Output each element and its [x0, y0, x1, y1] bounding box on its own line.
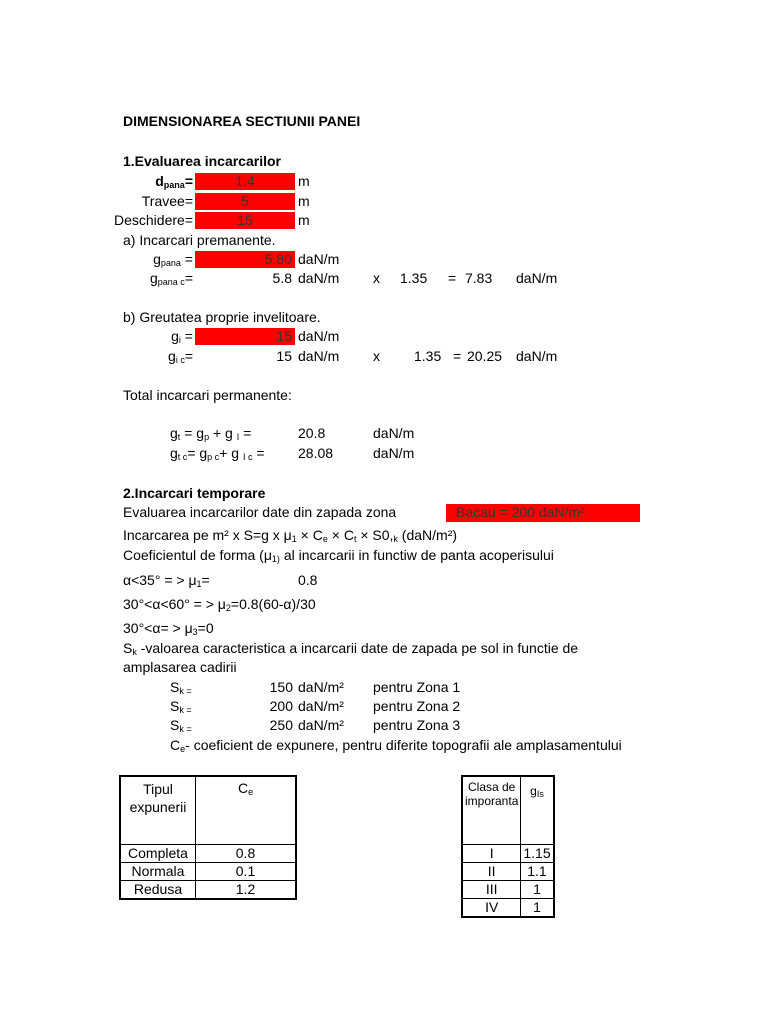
mu1-value: 0.8 [298, 572, 318, 588]
gtc-formula: $g_{t c}= g_{p c}+ g$ $_{I c}$ = [170, 445, 265, 462]
subsection-a-title: a) Incarcari premanente. [123, 232, 276, 248]
section-2-heading: 2.Incarcari temporare [123, 485, 266, 501]
table-row [462, 863, 554, 881]
sk-row-2-zone: pentru Zona 2 [373, 698, 461, 714]
mu1-formula: α<35° = > $\mu_1=$ [123, 572, 210, 589]
importance-value: 1 [521, 899, 554, 918]
gpanac-result-unit: daN/m [516, 270, 558, 286]
gi-value: 15 [276, 328, 292, 344]
input-value-travee: 5 [241, 193, 249, 209]
gpana-value: 5.80 [264, 251, 292, 267]
sk-row-2-label: $S_{k =}$ [170, 698, 192, 715]
sk-row-1-value: 150 [269, 679, 293, 695]
gpanac-label: $g_{pana c}=$ [149, 270, 193, 287]
exposure-name: Completa [120, 845, 196, 863]
gic-value: 15 [276, 348, 292, 364]
sk-row-1-label: $S_{k =}$ [170, 679, 192, 696]
exposure-name: Normala [120, 863, 196, 881]
gic-factor: 1.35 [414, 348, 442, 364]
sk-row-1-zone: pentru Zona 1 [373, 679, 461, 695]
gpanac-times: x [373, 270, 380, 286]
exposure-value: 0.1 [196, 863, 297, 881]
section-1-heading: 1.Evaluarea incarcarilor [123, 153, 281, 169]
input-value-deschidere: 15 [237, 212, 253, 228]
exposure-value: 1.2 [196, 881, 297, 900]
sk-row-2-unit: daN/m² [298, 698, 344, 714]
gpanac-result: 7.83 [465, 270, 493, 286]
gic-label: $g_{i c}=$ [168, 348, 193, 365]
exposure-name: Redusa [120, 881, 196, 900]
table-row [462, 899, 554, 918]
sk-row-2-value: 200 [269, 698, 293, 714]
importance-header-gis: $g_{Is}$ [521, 776, 554, 845]
gic-equals: = [453, 348, 462, 364]
gic-times: x [373, 348, 380, 364]
importance-value: 1 [521, 881, 554, 899]
gic-unit: daN/m [298, 348, 340, 364]
gt-unit: daN/m [373, 425, 415, 441]
subsection-b-title: b) Greutatea proprie invelitoare. [123, 309, 321, 325]
table-row [120, 845, 296, 863]
gpanac-factor: 1.35 [400, 270, 428, 286]
importance-value: 1.1 [521, 863, 554, 881]
table-row [462, 845, 554, 863]
table-row [120, 881, 296, 900]
ce-text: $C_e-$ coeficient de expunere, pentru diferite topografii ale amplasamentului [170, 737, 622, 754]
sk-text: $S_k$ -valoarea caracteristica a incarcarii date de zapada pe sol in functie de [123, 640, 579, 657]
importance-class: II [462, 863, 521, 881]
sk-text-2: amplasarea cadirii [123, 659, 237, 675]
gtc-unit: daN/m [373, 445, 415, 461]
eval-text: Evaluarea incarcarilor date din zapada zona [123, 504, 397, 520]
input-unit-travee: m [298, 193, 310, 209]
importance-class: I [462, 845, 521, 863]
table-row [462, 881, 554, 899]
mu2-formula: 30°<α<60° = > $\mu_2=0.8(60-\alpha)/30$ [123, 596, 316, 613]
gi-unit: daN/m [298, 328, 340, 344]
input-label-dpana: dpana= [155, 173, 193, 190]
gtc-value: 28.08 [298, 445, 334, 461]
gpana-unit: daN/m [298, 251, 340, 267]
importance-table [461, 775, 555, 918]
importance-class: IV [462, 899, 521, 918]
importance-class: III [462, 881, 521, 899]
exposure-table [119, 775, 297, 900]
mu3-formula: $30^\circ<\alpha= > \mu_3=0$ [123, 620, 214, 637]
importance-header-class: Clasa de imporanta [462, 776, 521, 845]
zone-value: Bacau = 200 daN/m² [456, 504, 585, 520]
total-title: Total incarcari permanente: [123, 387, 292, 403]
gpanac-value: 5.8 [272, 270, 292, 286]
table-row [120, 863, 296, 881]
input-value-dpana: 1.4 [235, 173, 255, 189]
exposure-header-ce: $C_e$ [196, 776, 297, 845]
input-unit-dpana: m [298, 173, 310, 189]
coef-text: Coeficientul de forma ($\mu_{1)}$ al incarcarii in functiw de panta acoperisului [123, 547, 554, 564]
gpanac-equals: = [448, 270, 457, 286]
exposure-header-type: Tipul expunerii [120, 776, 196, 845]
importance-value: 1.15 [521, 845, 554, 863]
page-title: DIMENSIONAREA SECTIUNII PANEI [123, 113, 361, 129]
gic-result: 20.25 [467, 348, 503, 364]
gi-label: $g_i$ = [171, 328, 193, 345]
gt-formula: $g_t = g_p + g$ $_I$ = [170, 425, 252, 442]
gpana-label: $g_{pana}$ = [153, 251, 193, 268]
gpanac-unit: daN/m [298, 270, 340, 286]
exposure-value: 0.8 [196, 845, 297, 863]
input-label-travee: Travee= [141, 193, 193, 209]
input-unit-deschidere: m [298, 212, 310, 228]
snow-formula: Incarcarea pe m² x S=g x $\mu_1 \times C_e \times C_t \times S0,_k$ (daN/m²) [123, 527, 458, 544]
gt-value: 20.8 [298, 425, 326, 441]
input-label-deschidere: Deschidere= [114, 212, 193, 228]
gic-result-unit: daN/m [516, 348, 558, 364]
sk-row-1-unit: daN/m² [298, 679, 344, 695]
sk-row-3-unit: daN/m² [298, 717, 344, 733]
sk-row-3-value: 250 [269, 717, 293, 733]
sk-row-3-label: $S_{k =}$ [170, 717, 192, 734]
sk-row-3-zone: pentru Zona 3 [373, 717, 461, 733]
